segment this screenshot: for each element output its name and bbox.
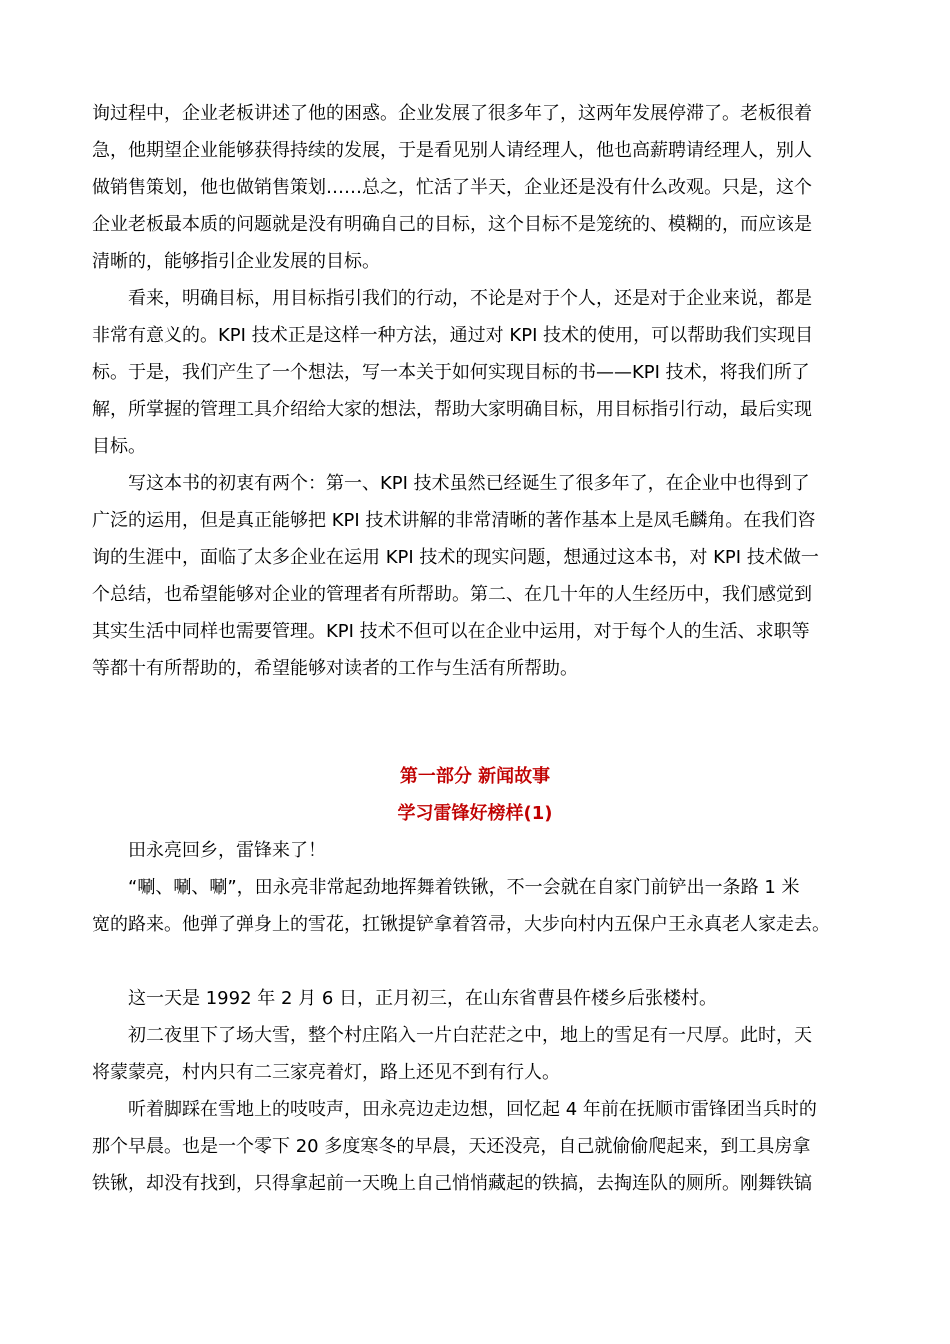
paragraph-1-line-1: 询过程中，企业老板讲述了他的困惑。企业发展了很多年了，这两年发展停滞了。老板很着 [92,103,812,124]
story-line-4: 这一天是 1992 年 2 月 6 日，正月初三，在山东省曹县仵楼乡后张楼村。 [128,988,718,1009]
paragraph-2-line-5: 目标。 [92,436,146,457]
paragraph-2-line-2: 非常有意义的。KPI 技术正是这样一种方法，通过对 KPI 技术的使用，可以帮助我们实现目 [92,325,814,346]
story-line-6: 将蒙蒙亮，村内只有二三家亮着灯，路上还见不到有行人。 [92,1062,560,1083]
paragraph-2-line-4: 解，所掌握的管理工具介绍给大家的想法，帮助大家明确目标，用目标指引行动，最后实现 [92,399,812,420]
paragraph-2-line-3: 标。于是，我们产生了一个想法，写一本关于如何实现目标的书——KPI 技术，将我们所了 [92,362,810,383]
story-line-1: 田永亮回乡，雷锋来了！ [128,840,326,861]
paragraph-3-line-6: 等都十有所帮助的，希望能够对读者的工作与生活有所帮助。 [92,658,578,679]
paragraph-3-line-3: 询的生涯中，面临了太多企业在运用 KPI 技术的现实问题，想通过这本书，对 KPI 技术做一 [92,547,819,568]
paragraph-1-line-2: 急，他期望企业能够获得持续的发展，于是看见别人请经理人，他也高薪聘请经理人，别人 [92,140,812,161]
paragraph-3-line-1: 写这本书的初衷有两个：第一、KPI 技术虽然已经诞生了很多年了，在企业中也得到了 [128,473,810,494]
paragraph-3-line-2: 广泛的运用，但是真正能够把 KPI 技术讲解的非常清晰的著作基本上是凤毛麟角。在我们咨 [92,510,816,531]
story-line-5: 初二夜里下了场大雪，整个村庄陷入一片白茫茫之中，地上的雪足有一尺厚。此时，天 [128,1025,812,1046]
paragraph-1-line-3: 做销售策划，他也做销售策划……总之，忙活了半天，企业还是没有什么改观。只是，这个 [92,177,812,198]
story-line-2: “唰、唰、唰”，田永亮非常起劲地挥舞着铁锹，不一会就在自家门前铲出一条路 1 米 [128,877,800,898]
paragraph-1-line-4: 企业老板最本质的问题就是没有明确自己的目标，这个目标不是笼统的、模糊的，而应该是 [92,214,812,235]
paragraph-2-line-1: 看来，明确目标，用目标指引我们的行动，不论是对于个人，还是对于企业来说，都是 [128,288,812,309]
paragraph-1-line-5: 清晰的，能够指引企业发展的目标。 [92,251,380,272]
story-line-9: 铁锹，却没有找到，只得拿起前一天晚上自己悄悄藏起的铁搞，去掏连队的厕所。刚舞铁镐 [92,1173,812,1194]
story-line-7: 听着脚踩在雪地上的吱吱声，田永亮边走边想，回忆起 4 年前在抚顺市雷锋团当兵时的 [128,1099,817,1120]
story-line-8: 那个早晨。也是一个零下 20 多度寒冬的早晨，天还没亮，自己就偷偷爬起来，到工具房拿 [92,1136,811,1157]
paragraph-3-line-5: 其实生活中同样也需要管理。KPI 技术不但可以在企业中运用，对于每个人的生活、求职等 [92,621,810,642]
section-title: 第一部分 新闻故事 [399,766,551,787]
chapter-title: 学习雷锋好榜样(1) [397,803,553,824]
paragraph-3-line-4: 个总结，也希望能够对企业的管理者有所帮助。第二、在几十年的人生经历中，我们感觉到 [92,584,812,605]
story-line-3: 宽的路来。他弹了弹身上的雪花，扛锹提铲拿着笤帚，大步向村内五保户王永真老人家走去。 [92,914,830,935]
